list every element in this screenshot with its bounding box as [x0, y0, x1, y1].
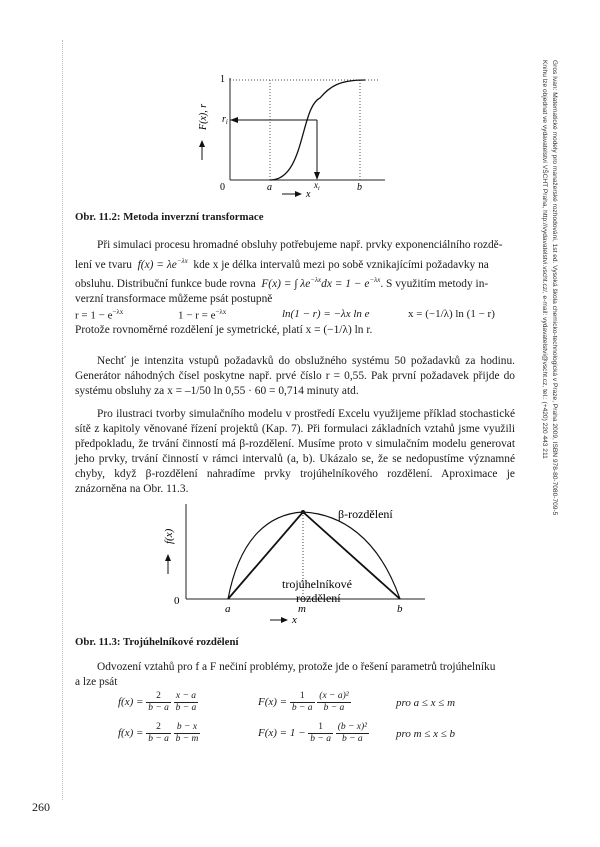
condition-1: pro a ≤ x ≤ m — [396, 697, 456, 709]
fig2-b-label: b — [397, 603, 403, 615]
margin-dotted-line — [62, 40, 63, 800]
side-citation-line1: Gros Ivan: Matematické modely pro manažerské rozhodování, 1st ed. Vysoká škola chemicko-technologická v Praze, Praha 2009, ISBN 978-80-7080-709-5 — [551, 60, 558, 516]
fig2-y-arrowhead — [165, 554, 171, 561]
fig2-m-label: m — [298, 603, 306, 615]
para4-line1: Odvození vztahů pro f a F nečiní problémy, protože jde o řešení parametrů trojúhelníku — [97, 661, 496, 673]
fig1-y-one: 1 — [220, 74, 225, 85]
para1-line3: obsluhu. Distribuční funkce bude rovna F(x) = ∫ $\lambda e^{-\lambda x}dx = 1 - e^{-\lambda x}$. S využitím metody in- — [75, 276, 489, 290]
condition-2: pro m ≤ x ≤ b — [396, 728, 456, 740]
para1-line1: Při simulaci procesu hromadné obsluhy potřebujeme např. prvky exponenciálního rozdě- — [97, 239, 503, 251]
figure-triangular-distribution — [160, 496, 430, 631]
fig2-x-arrowhead — [281, 617, 288, 623]
para3: Pro ilustraci tvorby simulačního modelu v prostředí Excelu využijeme příklad stochastické sítě z kapitoly věnované řízení projektů (Kap. 7). Při formulaci základních vztahů jsme využili předpokladu, že trvání činností má β-rozdělení. Musíme proto v simulačním modelu generovat jeho prvky, trvání činností v rámci intervalů (a, b). Ukázalo se, že se nedopustíme významné chyby, když β-rozdělení nahradíme prvky trojúhelníkového rozdělení. Aproximace je znázorněna na Obr. 11.3. — [75, 408, 515, 495]
side-citation — [539, 60, 559, 515]
eq-d: x = (−1/λ) ln (1 − r) — [408, 308, 495, 320]
fig2-y-label: f(x) — [163, 528, 175, 544]
para1-line2: lení ve tvaru $f(x) = \lambda e^{-\lambda x}$ kde x je délka intervalů mezi po sobě vznikajícími požadavky na — [75, 257, 489, 271]
formula-f1: f(x) = $\frac{2}{b - a}$ $\frac{x - a}{b - a}$ — [118, 691, 197, 713]
eq-c: ln(1 − r) = −λx ln e — [282, 308, 370, 320]
fig2-tri-label1: trojúhelníkové — [282, 577, 352, 591]
fig1-x-arrowhead — [295, 191, 302, 197]
fig1-xi-label: $x_i$ — [314, 180, 320, 192]
page-number: 260 — [32, 800, 50, 814]
fig1-y-arrowhead — [199, 140, 205, 147]
fig1-b-label: b — [357, 182, 362, 193]
fig1-ri-arrowhead — [230, 117, 238, 123]
fig1-xi-arrowhead — [314, 172, 320, 180]
fig1-caption: Obr. 11.2: Metoda inverzní transformace — [75, 211, 264, 223]
para4-line2: a lze psát — [75, 676, 118, 688]
formula-F1: F(x) = $\frac{1}{b - a}$ $\frac{\text{(x − a)²}}{b - a}$ — [258, 691, 349, 713]
eq-b: $1 - r = e^{-\lambda x}$ — [178, 308, 227, 322]
formula-f2: f(x) = $\frac{2}{b - a}$ $\frac{b - x}{b - m}$ — [118, 722, 199, 744]
fig1-y-label: F(x), r — [198, 103, 209, 130]
fig1-x-label: x — [306, 189, 311, 200]
fig2-a-label: a — [225, 603, 231, 615]
fig1-origin: 0 — [220, 182, 225, 193]
fig2-beta-label: β-rozdělení — [338, 507, 393, 521]
figure-inverse-transform — [190, 68, 400, 208]
fig2-tri-label2: rozdělení — [296, 591, 341, 605]
para1-line4: verzní transformace můžeme psát postupně — [75, 293, 273, 305]
fig2-x-label: x — [292, 614, 297, 626]
para2: Nechť je intenzita vstupů požadavků do obslužného systému 50 požadavků za hodinu. Generátor náhodných čísel poskytne např. prvé číslo r = 0,55. Pak první požadavek přijde do systému obsluhy za x = –1/50 ln 0,55 · 60 = 0,714 minuty atd. — [75, 355, 515, 397]
para1-line6: Protože rovnoměrné rozdělení je symetrické, platí x = (−1/λ) ln r. — [75, 324, 373, 336]
eq-a: $r = 1 - e^{-\lambda x}$ — [75, 308, 124, 322]
fig2-caption: Obr. 11.3: Trojúhelníkové rozdělení — [75, 636, 239, 648]
fig1-r-label: $r_i$ — [222, 114, 228, 126]
fig2-origin: 0 — [174, 595, 180, 607]
formula-F2: F(x) = 1 − $\frac{1}{b - a}$ $\frac{\text{(b − x)²}}{b - a}$ — [258, 722, 368, 744]
fig1-a-label: a — [267, 182, 272, 193]
side-citation-line2: Knihu lze objednat ve vydavatelství VŠCHT Praha, http://vydavatelstvi.vscht.cz/, e-mail: vydavatelstvi@vscht.cz, tel.: (+420) 220 443 211 — [541, 60, 548, 459]
